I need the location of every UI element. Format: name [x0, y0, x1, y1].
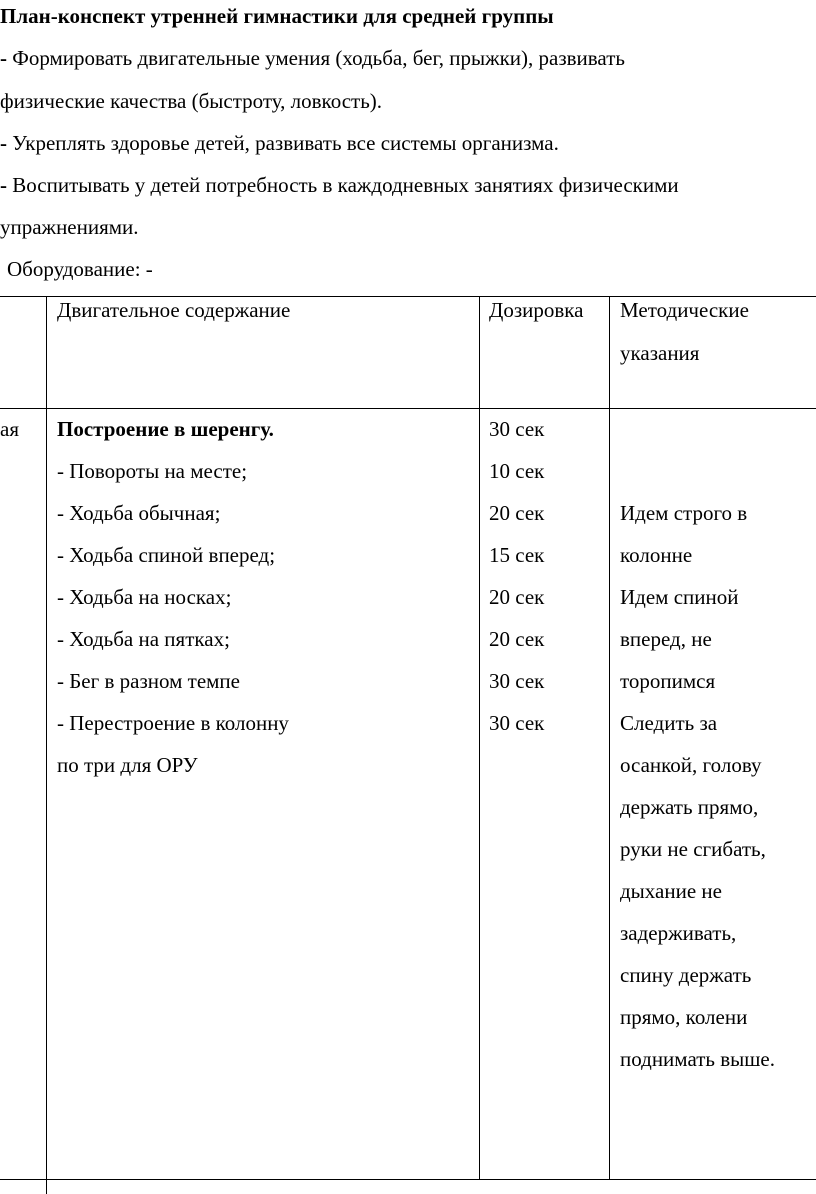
table-header-divider	[0, 408, 816, 409]
content-line: - Бег в разном темпе	[57, 669, 240, 693]
dosage-value: 30 сек	[489, 711, 545, 735]
content-line: - Ходьба спиной вперед;	[57, 543, 276, 567]
content-line: - Ходьба обычная;	[57, 501, 221, 525]
notes-line: Идем спиной	[620, 585, 739, 609]
notes-line: задерживать,	[620, 921, 737, 945]
goal-text: физические качества (быстроту, ловкость).	[0, 89, 383, 113]
goal-line-4	[0, 171, 679, 199]
header-notes-line-1: Методические	[620, 298, 749, 322]
notes-line: прямо, колени	[620, 1005, 748, 1029]
table-col-divider-3	[609, 296, 610, 1180]
content-line: - Ходьба на пятках;	[57, 627, 230, 651]
table-col-divider-2	[479, 296, 480, 1180]
header-dosage: Дозировка	[489, 298, 584, 322]
dosage-value: 30 сек	[489, 417, 545, 441]
content-line: - Перестроение в колонну	[57, 711, 289, 735]
goal-text: Укреплять здоровье детей, развивать все системы организма.	[12, 131, 559, 155]
notes-line: вперед, не	[620, 627, 712, 651]
dosage-value: 20 сек	[489, 501, 545, 525]
notes-line: Следить за	[620, 711, 718, 735]
notes-line: спину держать	[620, 963, 752, 987]
content-line: Построение в шеренгу.	[57, 417, 274, 441]
goal-text: упражнениями.	[0, 215, 139, 239]
goal-dash: -	[0, 46, 13, 70]
goal-line-1	[0, 44, 625, 72]
goal-text: Формировать двигательные умения (ходьба, бег, прыжки), развивать	[12, 46, 625, 70]
table-col-divider-1	[46, 296, 47, 1194]
notes-line: поднимать выше.	[620, 1047, 775, 1071]
goal-dash: -	[0, 173, 13, 197]
goal-line-2	[0, 87, 382, 115]
goal-text: Воспитывать у детей потребность в каждодневных занятиях физическими	[12, 173, 679, 197]
content-line: по три для ОРУ	[57, 753, 198, 777]
header-notes-line-2: указания	[620, 341, 700, 365]
dosage-value: 30 сек	[489, 669, 545, 693]
dosage-value: 10 сек	[489, 459, 545, 483]
dosage-value: 20 сек	[489, 627, 545, 651]
header-content: Двигательное содержание	[57, 298, 291, 322]
notes-line: дыхание не	[620, 879, 722, 903]
content-line: - Ходьба на носках;	[57, 585, 232, 609]
dosage-value: 15 сек	[489, 543, 545, 567]
page-title: План-конспект утренней гимнастики для средней группы	[0, 4, 554, 28]
table-bottom-border	[0, 1179, 816, 1180]
notes-line: осанкой, голову	[620, 753, 762, 777]
notes-line: Идем строго в	[620, 501, 748, 525]
notes-line: руки не сгибать,	[620, 837, 766, 861]
content-line: - Повороты на месте;	[57, 459, 248, 483]
exercise-table	[0, 296, 816, 1194]
equipment-line: Оборудование: -	[7, 257, 153, 281]
goal-line-3	[0, 129, 559, 157]
notes-line: торопимся	[620, 669, 716, 693]
notes-line: держать прямо,	[620, 795, 759, 819]
goal-dash: -	[0, 131, 13, 155]
notes-line: колонне	[620, 543, 693, 567]
goal-line-5	[0, 213, 139, 241]
dosage-value: 20 сек	[489, 585, 545, 609]
part-label: ая	[0, 417, 19, 441]
